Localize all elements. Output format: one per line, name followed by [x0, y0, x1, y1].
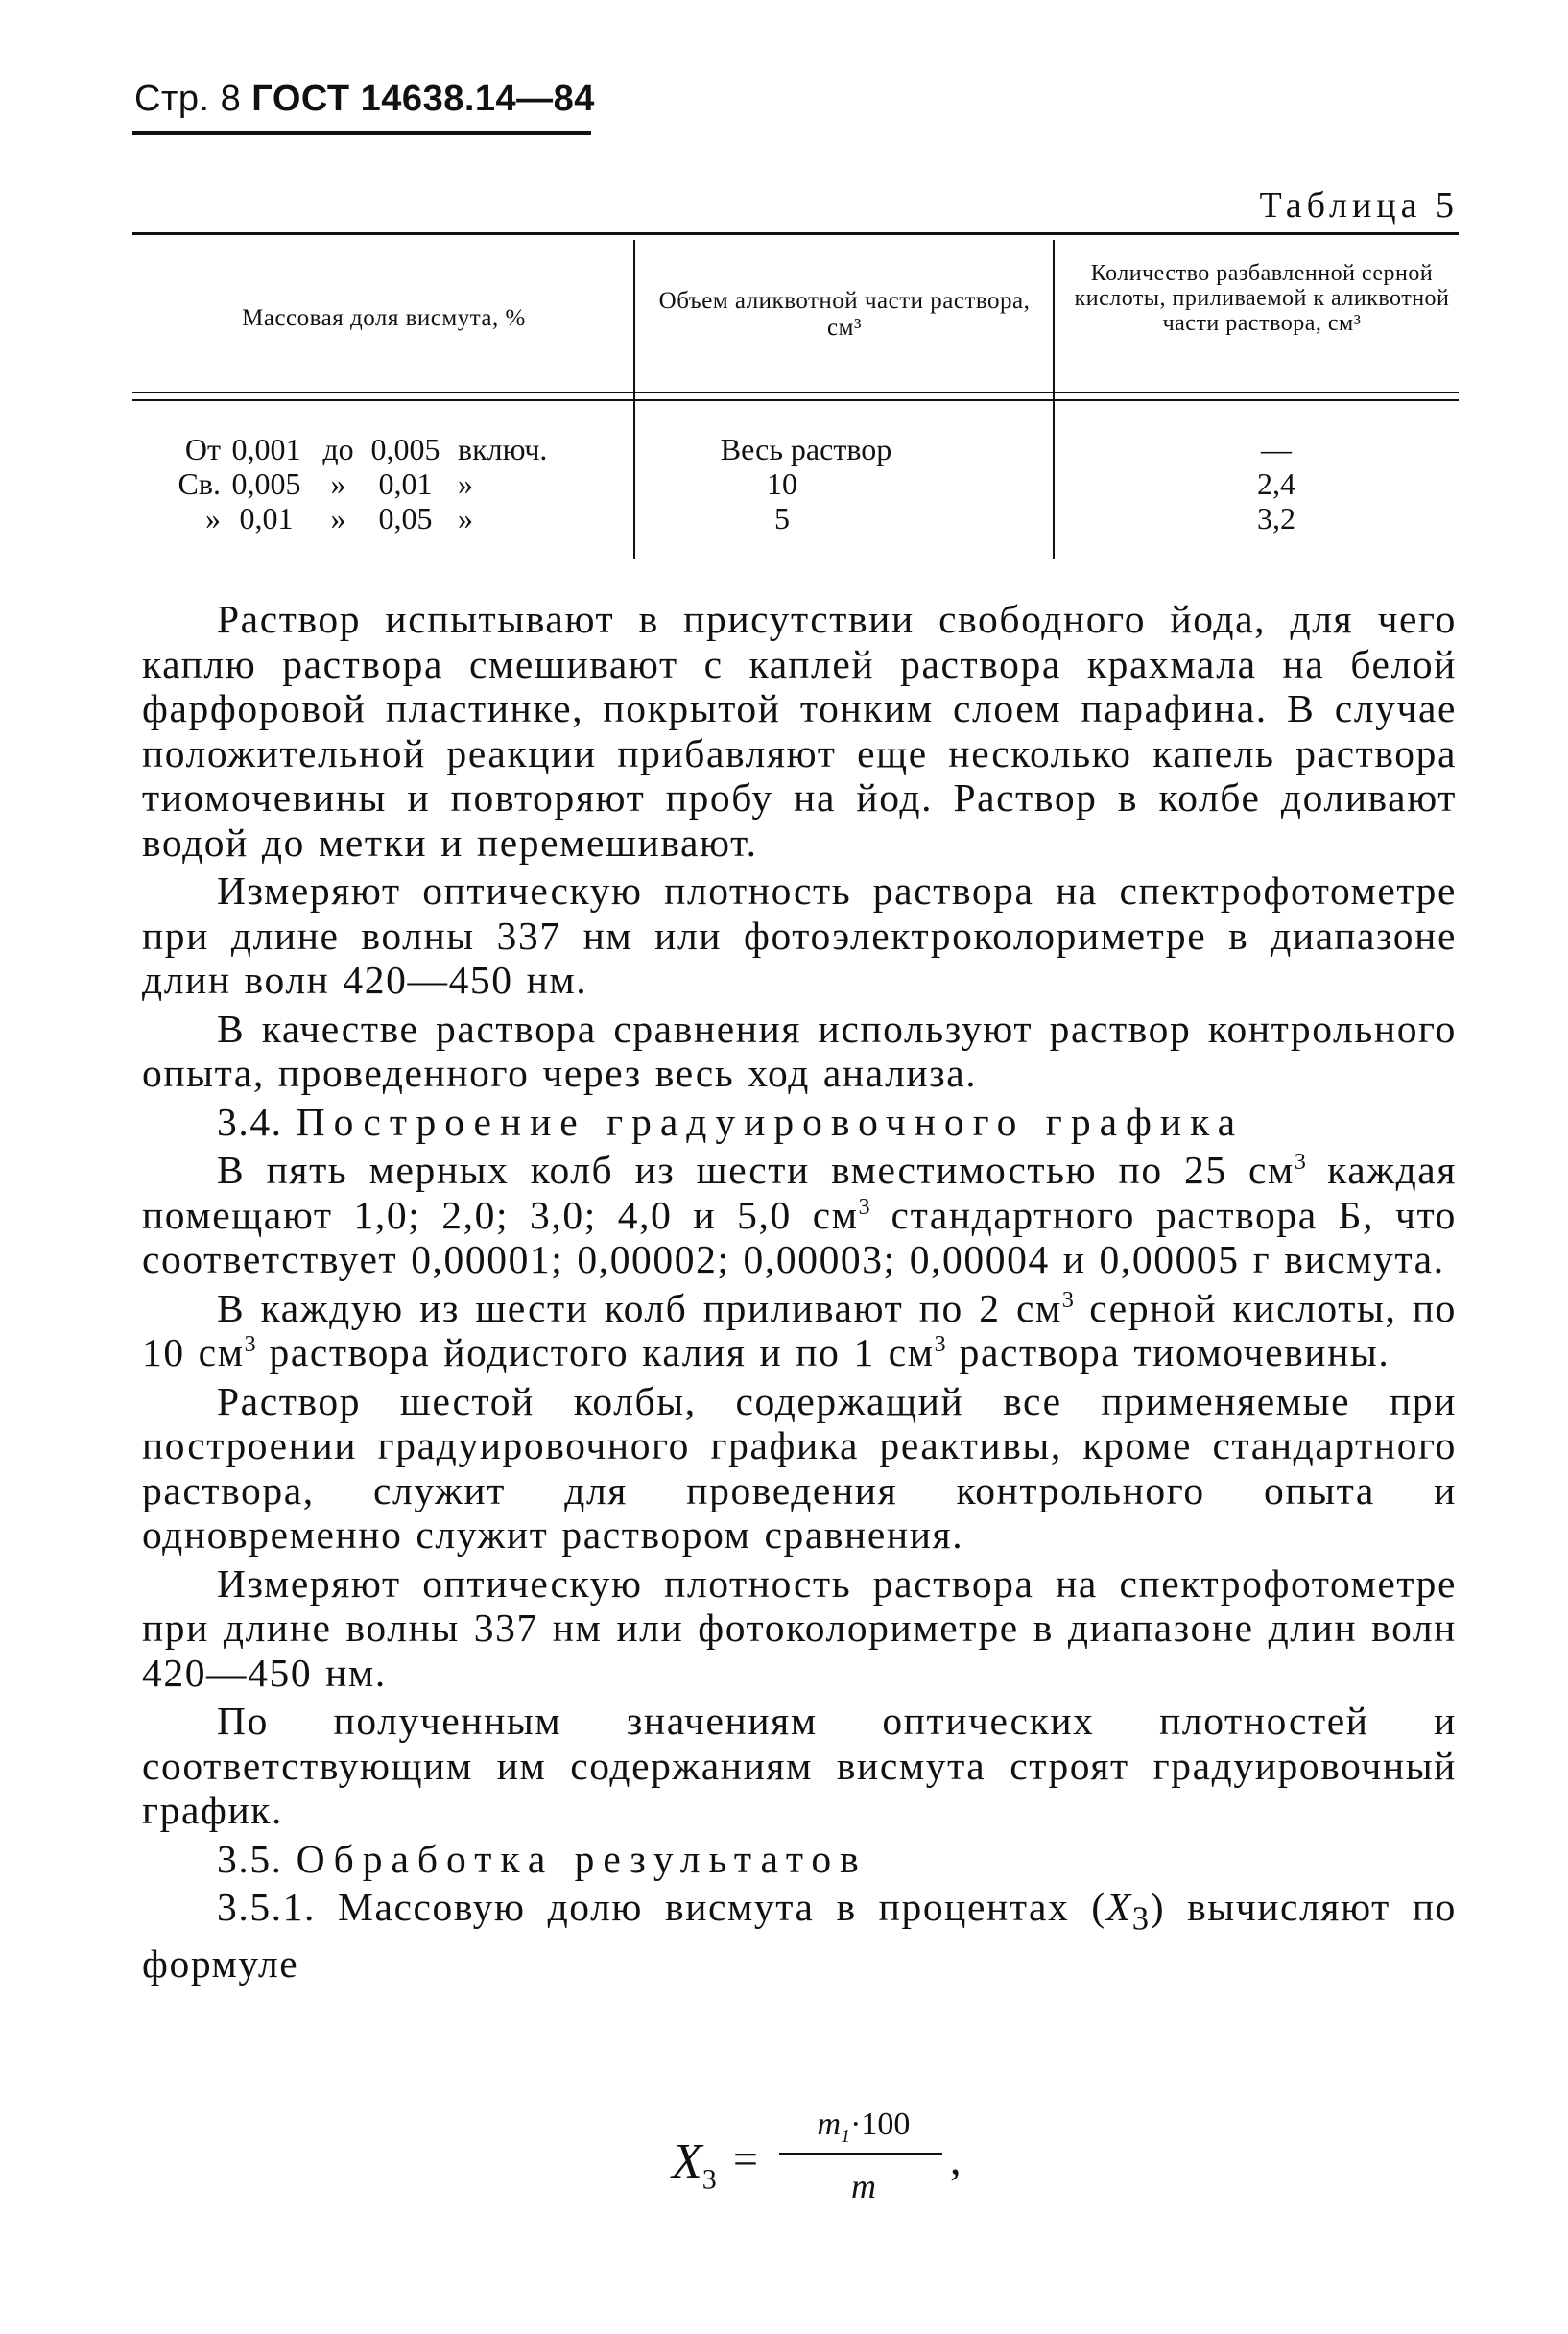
table-cell: 3,2 [1257, 501, 1295, 536]
range-mid: » [330, 501, 346, 536]
paragraph: Раствор шестой колбы, содержащий все применяемые при построении градуировочного графика реактивы, кроме стандартного раствора, служит для проведения контрольного опыта и одновременно служит раствором сравнения. [142, 1378, 1457, 1557]
superscript: 3 [1061, 1287, 1074, 1313]
table-header-acid-amount: Количество разбавленной серной кислоты, приливаемой к аликвотной части раствора, см³ [1074, 261, 1450, 336]
table-column-divider [1053, 240, 1055, 559]
paragraph: Измеряют оптическую плотность раствора на спектрофотометре при длине волны 337 нм или фотоэлектроколориметре в диапазоне длин волн 420—450 нм. [142, 869, 1457, 1002]
formula-factor: ·100 [850, 2107, 911, 2142]
section-number: 3.4. [217, 1099, 283, 1144]
fraction-bar [779, 2153, 942, 2155]
paragraph: По полученным значениям оптических плотностей и соответствующим им содержаниям висмута строят градуировочный график. [142, 1699, 1457, 1832]
section-heading-3-4 [142, 1100, 1457, 1145]
range-suffix: » [458, 501, 473, 536]
paragraph: Раствор испытывают в присутствии свободного йода, для чего каплю раствора смешивают с каплей раствора крахмала на белой фарфоровой пластинке, покрытой тонким слоем парафина. В случае положительной реакции прибавляют еще несколько капель раствора тиомочевины и повторяют пробу на йод. Раствор в колбе доливают водой до метки и перемешивают. [142, 597, 1457, 865]
text-run: В пять мерных колб из шести вместимостью по 25 см [217, 1148, 1295, 1192]
range-to: 0,005 [370, 432, 440, 466]
paragraph [142, 1286, 1457, 1375]
paragraph: Измеряют оптическую плотность раствора на спектрофотометре при длине волны 337 нм или фотоколориметре в диапазоне длин волн 420—450 нм. [142, 1560, 1457, 1695]
page-header [134, 79, 595, 120]
section-title: Обработка результатов [296, 1836, 867, 1881]
table-row [154, 466, 624, 501]
body-text [142, 597, 1457, 1986]
range-mid: до [322, 432, 354, 466]
range-prefix: Св. [178, 466, 221, 501]
text-run: ) вычисляют по формуле [142, 1885, 1458, 1986]
superscript: 3 [1294, 1150, 1306, 1175]
paragraph [142, 1148, 1457, 1282]
formula-equals: = [733, 2134, 758, 2183]
text-run: каждая помещают 1,0; 2,0; 3,0; 4,0 и 5,0 см [142, 1148, 1458, 1237]
table-cell: — [1261, 432, 1292, 466]
text-run: 3.5.1. Массовую долю висмута в процентах ( [217, 1885, 1106, 1929]
paragraph [142, 1885, 1457, 1986]
formula-variable: m [817, 2107, 842, 2142]
superscript: 3 [244, 1332, 256, 1357]
range-to: 0,05 [378, 501, 433, 536]
page-number: Стр. 8 [134, 79, 242, 119]
subscript: 3 [1131, 1900, 1151, 1938]
table-header-bismuth-fraction: Массовая доля висмута, % [242, 305, 526, 331]
table-label: Таблица 5 [1259, 185, 1459, 226]
formula-subscript: 1 [841, 2125, 851, 2147]
paragraph: В качестве раствора сравнения используют раствор контрольного опыта, проведенного через весь ход анализа. [142, 1006, 1457, 1095]
formula-comma: , [950, 2134, 962, 2183]
table-column-divider [633, 240, 635, 559]
variable: X [1105, 1885, 1132, 1929]
range-prefix: » [205, 501, 221, 536]
formula-lhs [672, 2133, 717, 2196]
text-run: раствора тиомочевины. [945, 1330, 1390, 1374]
table-column-fraction [154, 432, 624, 536]
formula-variable: X [672, 2134, 702, 2189]
standard-code: ГОСТ 14638.14—84 [251, 79, 595, 119]
text-run: серной кислоты, по 10 см [142, 1285, 1457, 1374]
header-rule [132, 131, 591, 135]
range-from: 0,01 [239, 501, 294, 536]
table-cell: 5 [774, 501, 790, 536]
formula-denominator: m [851, 2167, 876, 2205]
section-number: 3.5. [217, 1836, 283, 1881]
formula-subscript: 3 [701, 2163, 717, 2196]
range-from: 0,005 [231, 466, 301, 501]
table-cell: 10 [767, 466, 797, 501]
section-heading-3-5 [142, 1837, 1457, 1882]
range-mid: » [330, 466, 346, 501]
text-run: В каждую из шести колб приливают по 2 см [217, 1285, 1062, 1330]
table-header-separator-double [132, 399, 1459, 401]
range-to: 0,01 [378, 466, 433, 501]
table-row [154, 432, 624, 466]
range-suffix: включ. [458, 432, 548, 466]
table-column-acid [1060, 432, 1463, 536]
table-top-border [132, 232, 1459, 235]
text-run: стандартного раствора Б, что соответствует 0,00001; 0,00002; 0,00003; 0,00004 и 0,00005 г висмута. [142, 1192, 1457, 1281]
text-run: раствора йодистого калия и по 1 см [255, 1330, 935, 1374]
table-header-aliquot-volume: Объем аликвотной части раствора, см³ [658, 288, 1031, 341]
section-title: Построение градуировочного графика [296, 1099, 1245, 1144]
range-suffix: » [458, 466, 473, 501]
table-header-separator [132, 392, 1459, 393]
range-prefix: От [184, 432, 221, 466]
table-column-volume [641, 432, 1048, 536]
range-from: 0,001 [231, 432, 301, 466]
table-cell: Весь раствор [720, 432, 892, 466]
formula-numerator [796, 2107, 931, 2148]
superscript: 3 [858, 1194, 870, 1220]
table-cell: 2,4 [1257, 466, 1295, 501]
table-row [154, 501, 624, 536]
superscript: 3 [934, 1332, 946, 1357]
formula [672, 2107, 1056, 2222]
